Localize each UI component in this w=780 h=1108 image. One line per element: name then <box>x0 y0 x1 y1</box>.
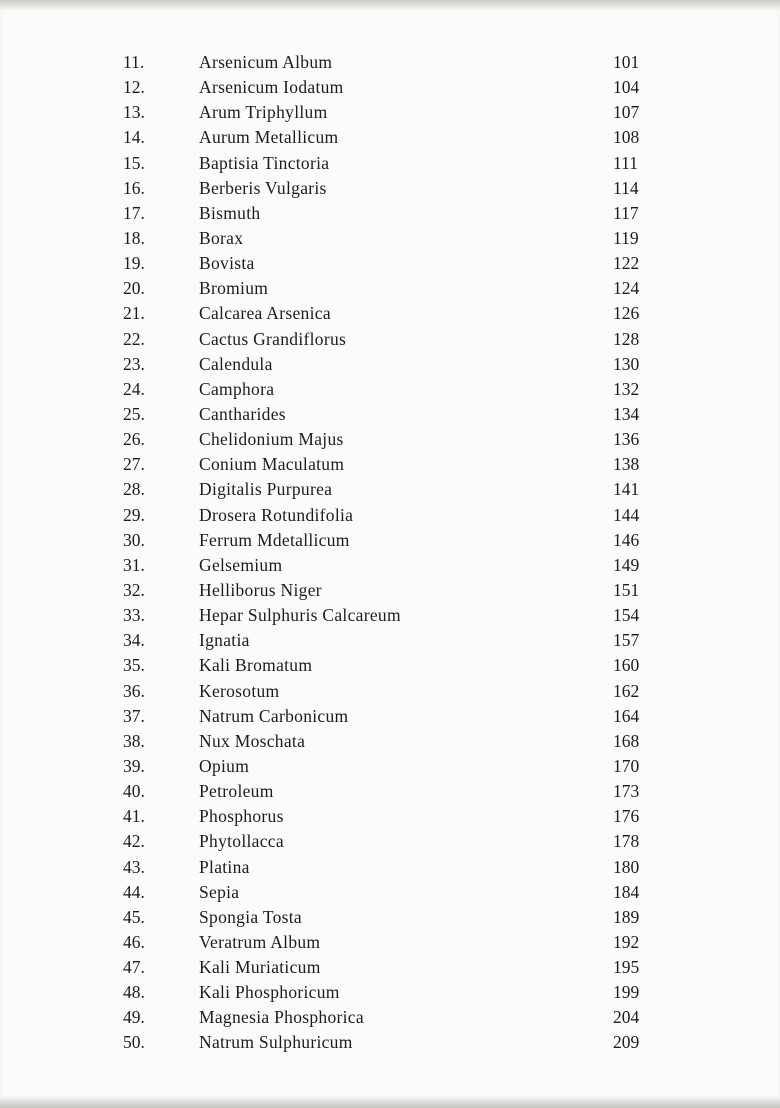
entry-title: Borax <box>199 227 244 248</box>
toc-row <box>123 932 659 957</box>
entry-title: Arum Triphyllum <box>199 102 328 123</box>
toc-row <box>123 580 659 605</box>
toc-row <box>123 1007 659 1032</box>
entry-number: 17. <box>123 202 145 223</box>
entry-page: 195 <box>613 957 640 978</box>
entry-number: 37. <box>123 705 145 726</box>
entry-number: 39. <box>123 755 145 776</box>
entry-number: 12. <box>123 77 145 98</box>
toc-row <box>123 831 659 856</box>
entry-title: Baptisia Tinctoria <box>199 152 330 173</box>
toc-row <box>123 354 659 379</box>
entry-title: Kerosotum <box>199 680 280 701</box>
entry-number: 30. <box>123 529 145 550</box>
entry-number: 36. <box>123 680 145 701</box>
entry-title: Hepar Sulphuris Calcareum <box>199 605 401 626</box>
toc-row <box>123 127 659 152</box>
entry-number: 28. <box>123 479 145 500</box>
entry-number: 42. <box>123 831 145 852</box>
entry-title: Berberis Vulgaris <box>199 177 327 198</box>
toc-row <box>123 454 659 479</box>
entry-page: 141 <box>613 479 640 500</box>
entry-page: 180 <box>613 856 640 877</box>
entry-title: Aurum Metallicum <box>199 127 339 148</box>
entry-title: Platina <box>199 856 250 877</box>
toc-row <box>123 253 659 278</box>
entry-number: 35. <box>123 655 145 676</box>
entry-number: 46. <box>123 931 145 952</box>
entry-page: 204 <box>613 1007 640 1028</box>
entry-title: Spongia Tosta <box>199 906 302 927</box>
entry-number: 50. <box>123 1032 145 1053</box>
entry-number: 48. <box>123 982 145 1003</box>
entry-page: 189 <box>613 906 640 927</box>
entry-page: 192 <box>613 931 640 952</box>
scan-edge-top <box>0 0 780 10</box>
entry-page: 168 <box>613 730 640 751</box>
entry-number: 25. <box>123 403 145 424</box>
entry-title: Ignatia <box>199 630 250 651</box>
toc-row <box>123 982 659 1007</box>
entry-title: Cantharides <box>199 403 286 424</box>
entry-page: 157 <box>613 630 640 651</box>
entry-title: Chelidonium Majus <box>199 429 344 450</box>
entry-page: 164 <box>613 705 640 726</box>
entry-title: Phytollacca <box>199 831 284 852</box>
entry-page: 151 <box>613 579 640 600</box>
toc-row <box>123 882 659 907</box>
toc-list <box>123 52 659 1058</box>
entry-title: Cactus Grandiflorus <box>199 328 347 349</box>
entry-number: 38. <box>123 730 145 751</box>
entry-number: 44. <box>123 881 145 902</box>
toc-row <box>123 102 659 127</box>
entry-title: Opium <box>199 755 250 776</box>
entry-page: 154 <box>613 605 640 626</box>
entry-title: Kali Bromatum <box>199 655 313 676</box>
entry-number: 47. <box>123 957 145 978</box>
toc-row <box>123 857 659 882</box>
entry-number: 23. <box>123 353 145 374</box>
entry-page: 107 <box>613 102 640 123</box>
entry-number: 21. <box>123 303 145 324</box>
toc-row <box>123 555 659 580</box>
toc-row <box>123 505 659 530</box>
entry-page: 173 <box>613 781 640 802</box>
toc-row <box>123 605 659 630</box>
toc-row <box>123 1032 659 1057</box>
entry-title: Bovista <box>199 253 255 274</box>
toc-row <box>123 479 659 504</box>
entry-title: Calendula <box>199 353 273 374</box>
entry-number: 43. <box>123 856 145 877</box>
entry-title: Arsenicum Album <box>199 52 333 72</box>
entry-number: 40. <box>123 781 145 802</box>
toc-row <box>123 303 659 328</box>
entry-title: Bromium <box>199 278 269 299</box>
entry-title: Nux Moschata <box>199 730 306 751</box>
entry-title: Natrum Carbonicum <box>199 705 349 726</box>
entry-number: 18. <box>123 227 145 248</box>
entry-title: Conium Maculatum <box>199 454 345 475</box>
entry-title: Kali Phosphoricum <box>199 982 340 1003</box>
toc-row <box>123 77 659 102</box>
entry-number: 49. <box>123 1007 145 1028</box>
entry-page: 124 <box>613 278 640 299</box>
entry-number: 24. <box>123 378 145 399</box>
entry-title: Drosera Rotundifolia <box>199 504 354 525</box>
entry-title: Helliborus Niger <box>199 579 322 600</box>
entry-page: 114 <box>613 177 639 198</box>
toc-row <box>123 203 659 228</box>
entry-title: Digitalis Purpurea <box>199 479 333 500</box>
entry-number: 41. <box>123 806 145 827</box>
entry-number: 34. <box>123 630 145 651</box>
entry-page: 176 <box>613 806 640 827</box>
toc-row <box>123 957 659 982</box>
entry-number: 15. <box>123 152 145 173</box>
entry-page: 136 <box>613 429 640 450</box>
toc-row <box>123 530 659 555</box>
entry-number: 11. <box>123 52 145 72</box>
entry-page: 178 <box>613 831 640 852</box>
entry-page: 184 <box>613 881 640 902</box>
entry-number: 29. <box>123 504 145 525</box>
entry-title: Kali Muriaticum <box>199 957 321 978</box>
entry-page: 104 <box>613 77 640 98</box>
entry-title: Camphora <box>199 378 275 399</box>
entry-page: 117 <box>613 202 639 223</box>
entry-title: Natrum Sulphuricum <box>199 1032 353 1053</box>
entry-number: 31. <box>123 554 145 575</box>
entry-title: Ferrum Mdetallicum <box>199 529 350 550</box>
entry-page: 134 <box>613 403 640 424</box>
toc-row <box>123 178 659 203</box>
entry-title: Veratrum Album <box>199 931 321 952</box>
entry-title: Gelsemium <box>199 554 283 575</box>
toc-row <box>123 329 659 354</box>
entry-number: 19. <box>123 253 145 274</box>
entry-title: Bismuth <box>199 202 261 223</box>
toc-row <box>123 756 659 781</box>
entry-title: Calcarea Arsenica <box>199 303 331 324</box>
toc-row <box>123 681 659 706</box>
entry-page: 199 <box>613 982 640 1003</box>
toc-row <box>123 781 659 806</box>
entry-page: 170 <box>613 755 640 776</box>
toc-row <box>123 52 659 77</box>
entry-number: 32. <box>123 579 145 600</box>
entry-number: 13. <box>123 102 145 123</box>
toc-row <box>123 706 659 731</box>
entry-number: 27. <box>123 454 145 475</box>
entry-page: 209 <box>613 1032 640 1053</box>
toc-row <box>123 379 659 404</box>
scan-edge-bottom <box>0 1096 780 1108</box>
entry-number: 45. <box>123 906 145 927</box>
entry-page: 122 <box>613 253 640 274</box>
entry-page: 130 <box>613 353 640 374</box>
toc-row <box>123 228 659 253</box>
entry-title: Petroleum <box>199 781 274 802</box>
entry-number: 22. <box>123 328 145 349</box>
entry-title: Magnesia Phosphorica <box>199 1007 364 1028</box>
entry-page: 162 <box>613 680 640 701</box>
scanned-page <box>3 8 777 1100</box>
toc-row <box>123 429 659 454</box>
entry-page: 111 <box>613 152 638 173</box>
entry-page: 128 <box>613 328 640 349</box>
toc-row <box>123 404 659 429</box>
entry-page: 160 <box>613 655 640 676</box>
entry-page: 144 <box>613 504 640 525</box>
entry-number: 26. <box>123 429 145 450</box>
entry-page: 119 <box>613 227 639 248</box>
entry-page: 126 <box>613 303 640 324</box>
toc-row <box>123 655 659 680</box>
entry-number: 14. <box>123 127 145 148</box>
entry-title: Sepia <box>199 881 240 902</box>
entry-page: 138 <box>613 454 640 475</box>
entry-page: 132 <box>613 378 640 399</box>
toc-row <box>123 278 659 303</box>
entry-title: Arsenicum Iodatum <box>199 77 344 98</box>
entry-page: 101 <box>613 52 640 72</box>
entry-page: 149 <box>613 554 640 575</box>
entry-number: 20. <box>123 278 145 299</box>
toc-row <box>123 630 659 655</box>
toc-row <box>123 153 659 178</box>
entry-title: Phosphorus <box>199 806 284 827</box>
toc-row <box>123 731 659 756</box>
entry-page: 146 <box>613 529 640 550</box>
entry-page: 108 <box>613 127 640 148</box>
entry-number: 16. <box>123 177 145 198</box>
toc-row <box>123 907 659 932</box>
entry-number: 33. <box>123 605 145 626</box>
toc-row <box>123 806 659 831</box>
